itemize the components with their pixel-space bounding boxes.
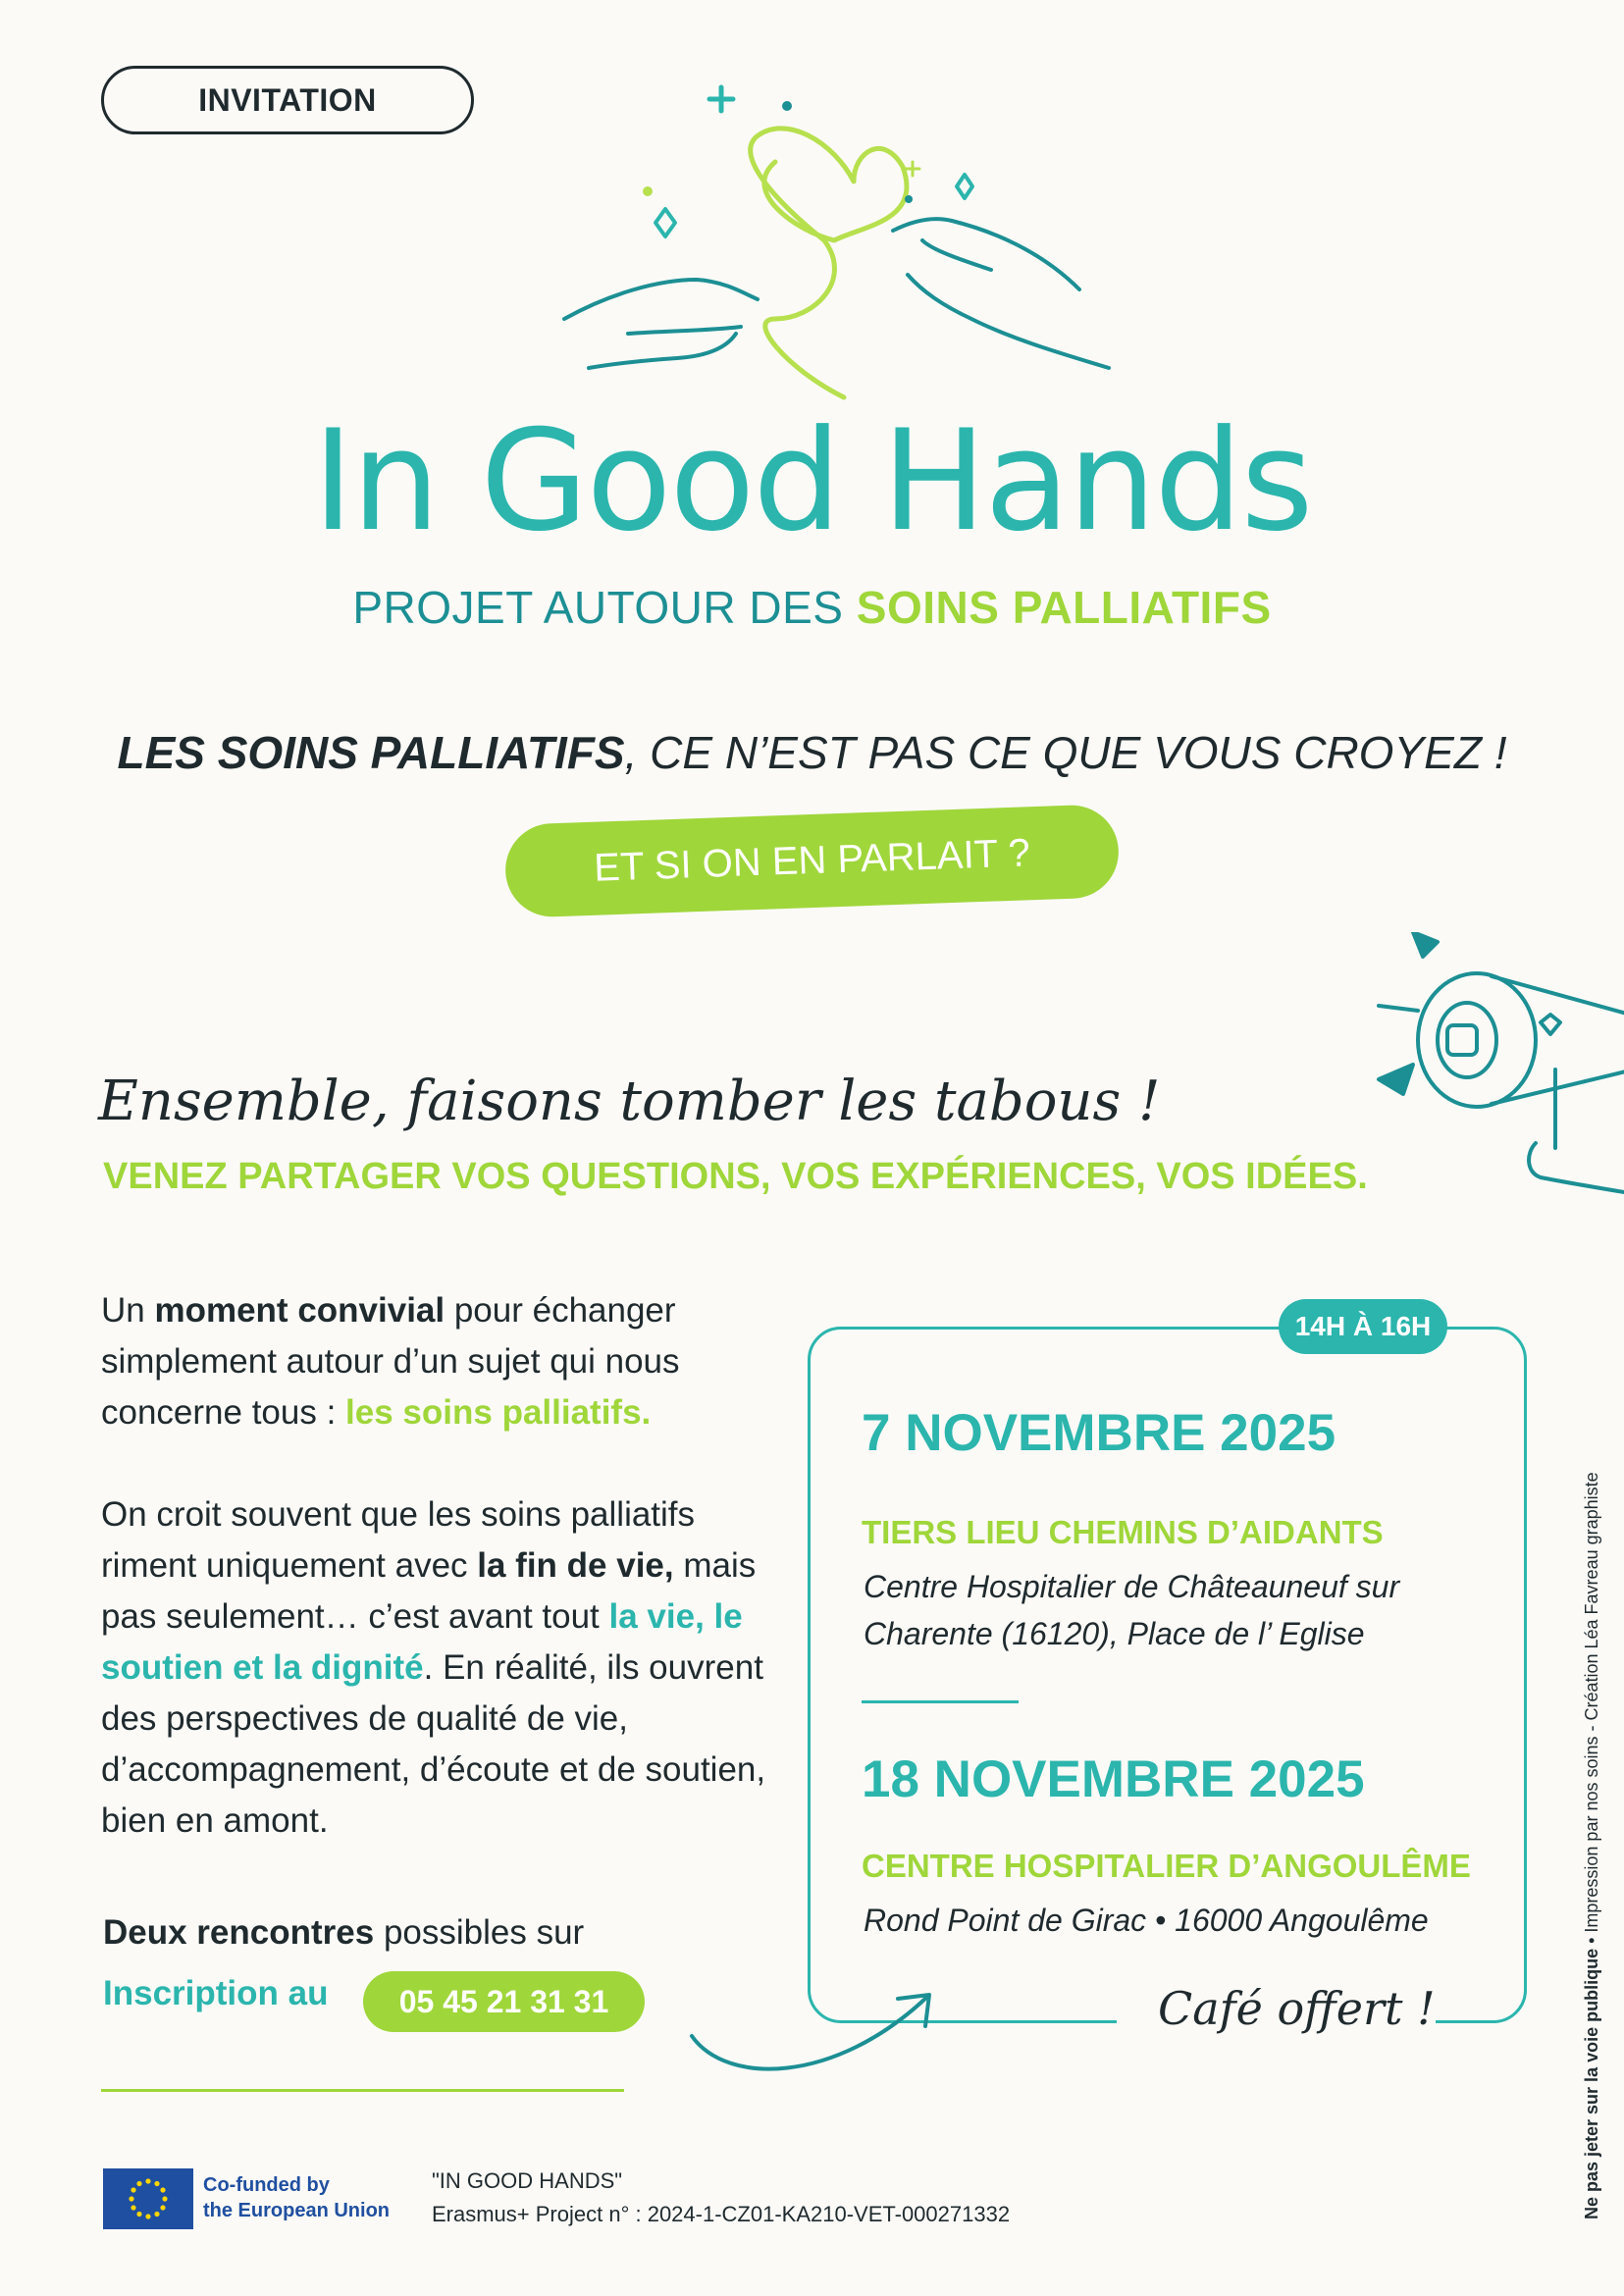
time-badge-label: 14H À 16H xyxy=(1294,1311,1432,1341)
footer-divider xyxy=(101,2089,624,2092)
event-1-address-line-1: Centre Hospitalier de Châteauneuf sur xyxy=(864,1569,1400,1604)
intro-paragraph-2 xyxy=(101,1489,768,1847)
intro-text: . En réalité, ils ouvrent des perspectives de qualité de vie, d’accompagnement, d’écoute et de soutien, bien en amont. xyxy=(101,1648,766,1840)
brand-subtitle-prefix: PROJET AUTOUR DES xyxy=(352,582,857,633)
intro-text: mais pas seulement… c’est avant tout xyxy=(101,1546,757,1636)
eu-flag-icon xyxy=(103,2168,193,2229)
intro-bold: moment convivial xyxy=(154,1291,445,1330)
brand-subtitle-highlight: SOINS PALLIATIFS xyxy=(856,582,1272,633)
event-divider xyxy=(862,1700,1019,1703)
eu-cofunded-text xyxy=(203,2172,390,2223)
cafe-offert-note: Café offert ! xyxy=(1158,1982,1436,2035)
intro-text: Un xyxy=(101,1291,155,1330)
megaphone-icon xyxy=(1339,932,1624,1197)
brand-subtitle xyxy=(0,581,1624,634)
tagline-share: VENEZ PARTAGER VOS QUESTIONS, VOS EXPÉRIENCES, VOS IDÉES. xyxy=(103,1156,1368,1197)
side-note-bold: Ne pas jeter sur la voie publique xyxy=(1582,1948,1601,2219)
event-2-address xyxy=(864,1897,1429,1944)
project-name: "IN GOOD HANDS" xyxy=(432,2168,623,2193)
event-1-address-line-2: Charente (16120), Place de l’ Eglise xyxy=(864,1616,1365,1651)
project-reference xyxy=(432,2165,1010,2231)
intro-text: pour échanger simplement autour d’un sujet qui nous concerne tous : xyxy=(101,1291,680,1432)
brand-title: In Good Hands xyxy=(312,400,1312,562)
intro-bold: la fin de vie, xyxy=(477,1546,674,1585)
cta-badge xyxy=(504,804,1121,918)
event-2-place: CENTRE HOSPITALIER D’ANGOULÊME xyxy=(862,1848,1471,1884)
event-2-address-line-1: Rond Point de Girac • 16000 Angoulême xyxy=(864,1903,1429,1938)
side-legal-note xyxy=(1582,1336,1602,2219)
hands-heart-logo-icon xyxy=(530,74,1119,437)
headline-rest: , CE N’EST PAS CE QUE VOUS CROYEZ ! xyxy=(624,727,1507,778)
meetings-bold: Deux rencontres xyxy=(103,1913,375,1952)
invitation-badge xyxy=(101,66,474,134)
headline xyxy=(0,726,1624,779)
side-note-rest: • Impression par nos soins - Création Léa Favreau graphiste xyxy=(1582,1472,1601,1949)
event-1-place: TIERS LIEU CHEMINS D’AIDANTS xyxy=(862,1514,1384,1550)
intro-paragraph-1 xyxy=(101,1285,768,1438)
intro-highlight: les soins palliatifs. xyxy=(345,1393,652,1432)
eu-line-1: Co-funded by xyxy=(203,2174,330,2196)
meetings-rest: possibles sur xyxy=(374,1913,585,1952)
signup-label: Inscription au xyxy=(103,1974,329,2012)
cafe-divider xyxy=(974,2020,1117,2023)
intro-highlight: la vie, le soutien et la dignité xyxy=(101,1597,743,1687)
phone-number-link[interactable] xyxy=(363,1971,645,2032)
intro-text: On croit souvent que les soins palliatifs riment uniquement avec xyxy=(101,1495,696,1585)
project-number: Erasmus+ Project n° : 2024-1-CZ01-KA210-VET-000271332 xyxy=(432,2202,1011,2226)
tagline-script: Ensemble, faisons tomber les tabous ! xyxy=(98,1070,1161,1133)
event-1-date: 7 NOVEMBRE 2025 xyxy=(862,1404,1336,1462)
headline-bold: LES SOINS PALLIATIFS xyxy=(117,727,625,778)
cta-label: ET SI ON EN PARLAIT ? xyxy=(593,831,1031,890)
meetings-line xyxy=(103,1913,584,1953)
event-2-date: 18 NOVEMBRE 2025 xyxy=(862,1750,1365,1808)
event-1-address xyxy=(864,1563,1399,1657)
time-badge xyxy=(1279,1299,1447,1354)
phone-number: 05 45 21 31 31 xyxy=(398,1983,609,2019)
curved-arrow-icon xyxy=(687,1987,942,2095)
eu-line-2: the European Union xyxy=(203,2200,390,2221)
invitation-label: INVITATION xyxy=(198,81,377,118)
